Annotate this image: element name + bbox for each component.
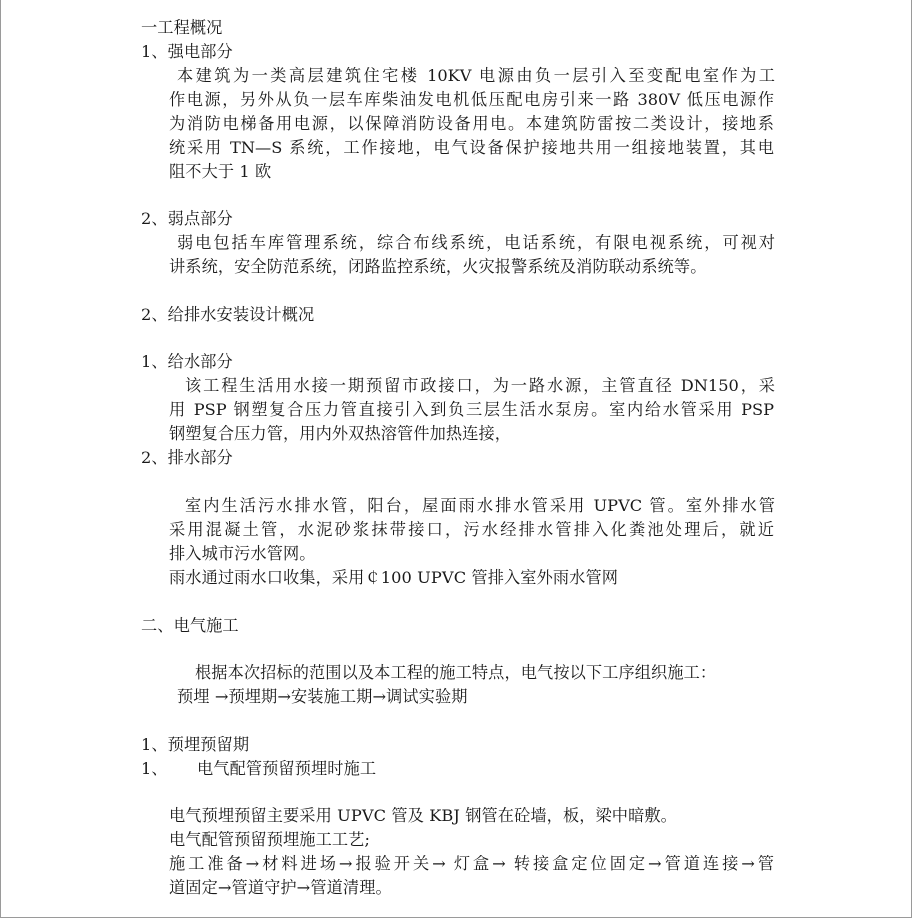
weak-power-line-1: 弱电包括车库管理系统，综合布线系统，电话系统，有限电视系统，可视对 xyxy=(177,233,775,252)
drainage-line-3: 排入城市污水管网。 xyxy=(169,544,316,563)
overview-heading: 一工程概况 xyxy=(141,18,223,37)
conduit-body-line-3: 施工准备→材料进场→报验开关→ 灯盒→ 转接盒定位固定→管道连接→管 xyxy=(169,854,774,873)
strong-power-line-3: 为消防电梯备用电源，以保障消防设备用电。本建筑防雷按二类设计，接地系 xyxy=(169,114,774,133)
conduit-body-line-1: 电气预埋预留主要采用 UPVC 管及 KBJ 钢管在砼墙，板，梁中暗敷。 xyxy=(169,806,677,825)
water-supply-line-3: 钢塑复合压力管，用内外双热溶管件加热连接， xyxy=(169,424,512,443)
water-supply-line-2: 用 PSP 钢塑复合压力管直接引入到负三层生活水泵房。室内给水管采用 PSP xyxy=(169,400,774,419)
drainage-line-4: 雨水通过雨水口收集，采用￠100 UPVC 管排入室外雨水管网 xyxy=(169,568,619,587)
strong-power-line-2: 作电源，另外从负一层车库柴油发电机低压配电房引来一路 380V 低压电源作 xyxy=(169,90,774,109)
strong-power-line-4: 统采用 TN—S 系统，工作接地，电气设备保护接地共用一组接地装置，其电 xyxy=(169,138,774,157)
strong-power-line-1: 本建筑为一类高层建筑住宅楼 10KV 电源由负一层引入至变配电室作为工 xyxy=(177,66,775,85)
conduit-heading-text: 电气配管预留预埋时施工 xyxy=(197,759,377,778)
embed-period-heading: 1、预埋预留期 xyxy=(141,735,250,754)
drainage-heading: 2、排水部分 xyxy=(141,448,233,467)
drainage-line-2: 采用混凝土管，水泥砂浆抹带接口，污水经排水管排入化粪池处理后，就近 xyxy=(169,520,774,539)
electrical-heading: 二、电气施工 xyxy=(141,616,239,635)
conduit-body-line-2: 电气配管预留预埋施工工艺; xyxy=(169,830,371,849)
water-supply-line-1: 该工程生活用水接一期预留市政接口，为一路水源，主管直径 DN150，采 xyxy=(185,376,775,395)
strong-power-heading: 1、强电部分 xyxy=(141,42,233,61)
weak-power-heading: 2、弱点部分 xyxy=(141,209,233,228)
conduit-heading-number: 1、 xyxy=(141,759,168,778)
water-supply-heading: 1、给水部分 xyxy=(141,352,233,371)
drainage-line-1: 室内生活污水排水管，阳台，屋面雨水排水管采用 UPVC 管。室外排水管 xyxy=(185,496,775,515)
plumbing-heading: 2、给排水安装设计概况 xyxy=(141,305,315,324)
electrical-intro-line-2: 预埋 →预埋期→安装施工期→调试实验期 xyxy=(177,687,468,706)
conduit-body-line-4: 道固定→管道守护→管道清理。 xyxy=(169,878,392,897)
strong-power-line-5: 阻不大于 1 欧 xyxy=(169,162,272,181)
electrical-intro-line-1: 根据本次招标的范围以及本工程的施工特点，电气按以下工序组织施工： xyxy=(195,663,717,682)
weak-power-line-2: 讲系统，安全防范系统，闭路监控系统，火灾报警系统及消防联动系统等。 xyxy=(169,257,707,276)
